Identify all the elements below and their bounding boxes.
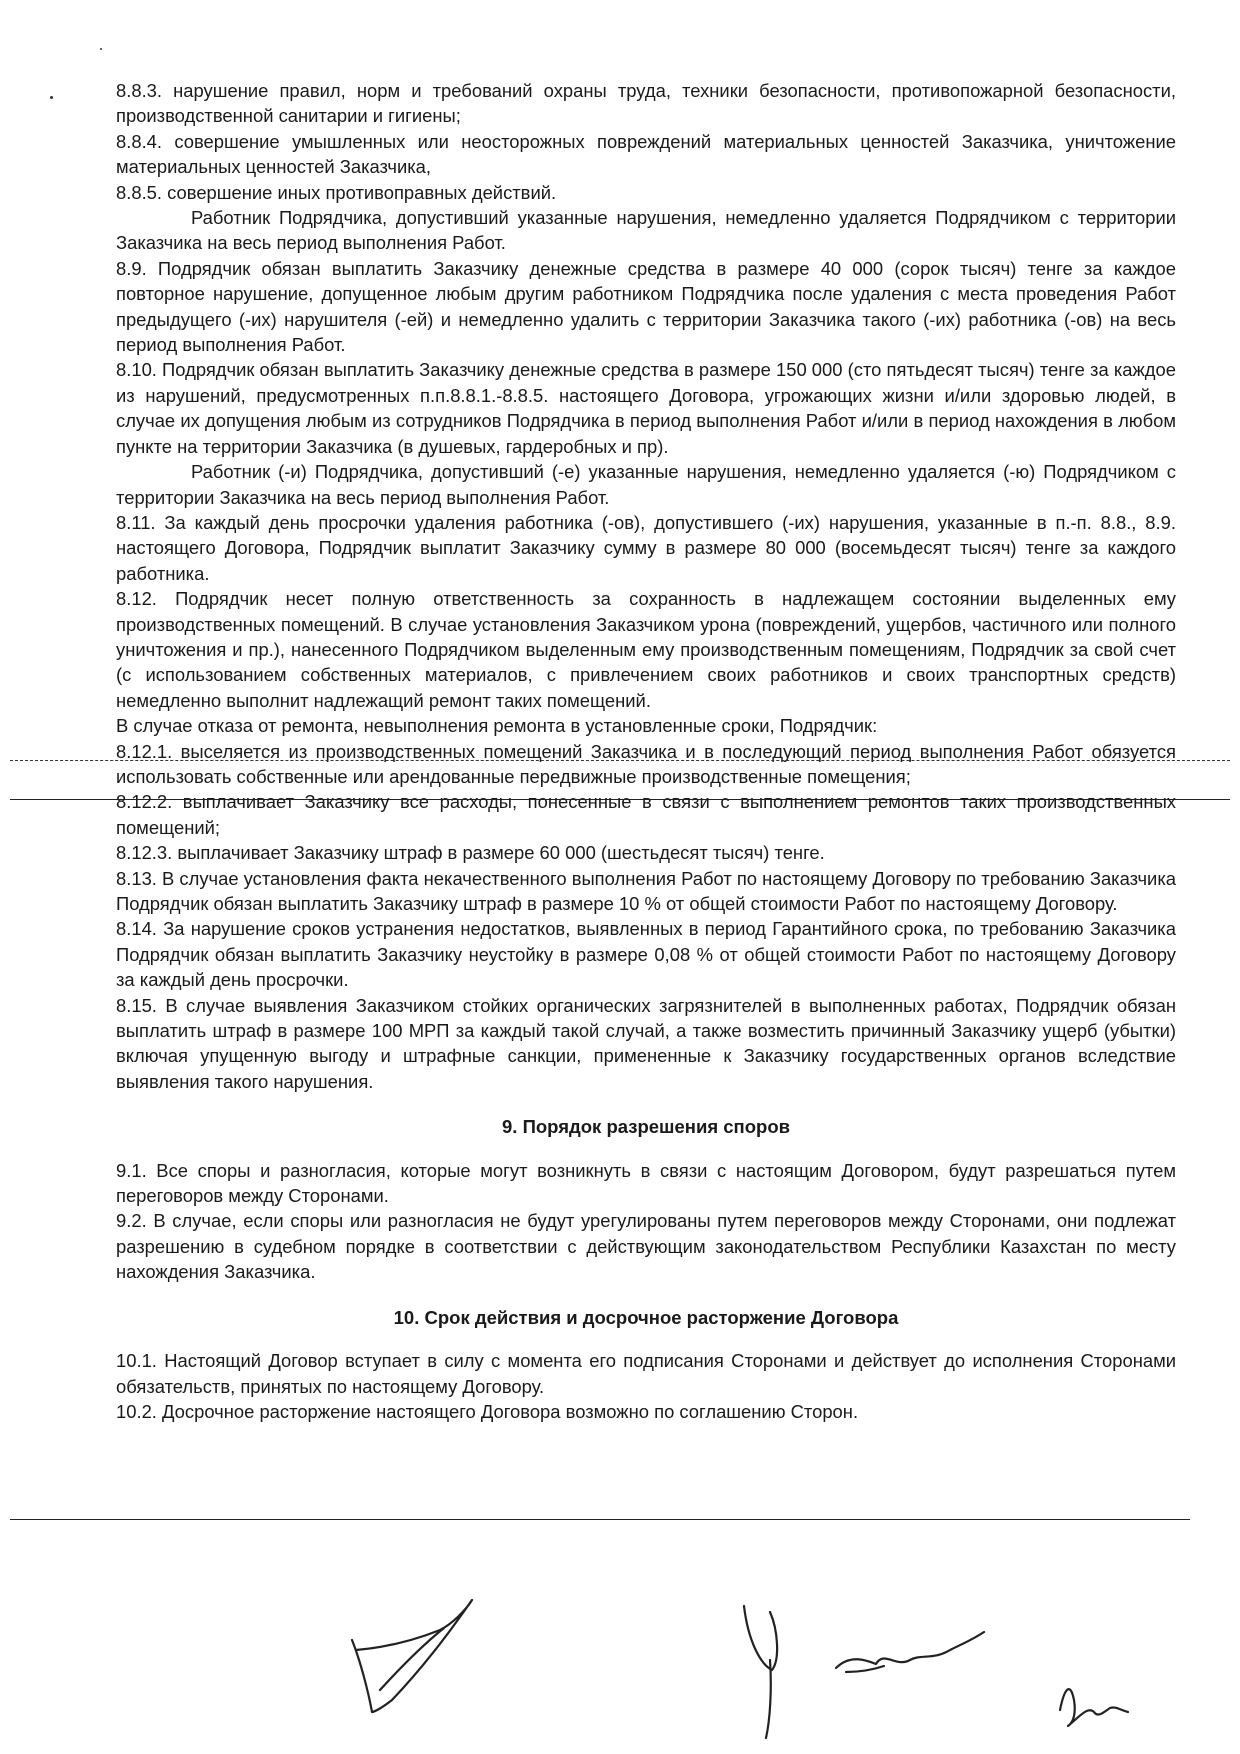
- clause-8-12-1: 8.12.1. выселяется из производственных помещений Заказчика и в последующий период выполнения Работ обязуется использовать собственные или арендованные передвижные производственные помещения;: [116, 740, 1176, 787]
- scan-join-line-lower: [10, 799, 1230, 800]
- clause-8-9: 8.9. Подрядчик обязан выплатить Заказчику денежные средства в размере 40 000 (сорок тысяч) тенге за каждое повторное нарушение, допущенное любым другим работником Подрядчика после удаления с места проведения Работ предыдущего (-их) нарушителя (-ей) и немедленно удалить с территории Заказчика такого (-их) работника (-ов) на весь период выполнения Работ.: [116, 257, 1176, 356]
- scan-join-line-upper: [10, 760, 1230, 761]
- clause-repair-refusal: В случае отказа от ремонта, невыполнения ремонта в установленные сроки, Подрядчик:: [116, 715, 878, 737]
- signature-contractor-1: [744, 1606, 777, 1738]
- signature-contractor-2: [836, 1632, 984, 1672]
- scan-join-line-bottom: [10, 1519, 1190, 1520]
- clause-8-14: 8.14. За нарушение сроков устранения недостатков, выявленных в период Гарантийного срока, по требованию Заказчика Подрядчик обязан выплатить Заказчику неустойку в размере 0,08 % от общей стоимости Работ по настоящему Договору за каждый день просрочки.: [116, 918, 1176, 991]
- clause-8-12-3: 8.12.3. выплачивает Заказчику штраф в размере 60 000 (шестьдесят тысяч) тенге.: [116, 842, 825, 864]
- clause-8-15: 8.15. В случае выявления Заказчиком стойких органических загрязнителей в выполненных работах, Подрядчик обязан выплатить штраф в размере 100 МРП за каждый такой случай, а также возместить причинный Заказчику ущерб (убытки) включая упущенную выгоду и штрафные санкции, примененные к Заказчику государственных органов вследствие выявления такого нарушения.: [116, 994, 1176, 1092]
- clause-8-8-4: 8.8.4. совершение умышленных или неосторожных повреждений материальных ценностей Заказчика, уничтожение материальных ценностей Заказчика,: [116, 130, 1176, 178]
- clause-8-8-3: 8.8.3. нарушение правил, норм и требований охраны труда, техники безопасности, противопожарной безопасности, производственной санитарии и гигиены;: [116, 80, 1176, 127]
- signature-initials: [1060, 1689, 1128, 1726]
- scan-speck: [100, 48, 102, 50]
- scan-speck: [50, 96, 53, 99]
- clause-9-2: 9.2. В случае, если споры или разногласия не будут урегулированы путем переговоров между Сторонами, они подлежат разрешению в судебном порядке в соответствии с действующим законодательством Республики Казахстан по месту нахождения Заказчика.: [116, 1210, 1176, 1283]
- clause-8-13: 8.13. В случае установления факта некачественного выполнения Работ по настоящему Договору по требованию Заказчика Подрядчик обязан выплатить Заказчику штраф в размере 10 % от общей стоимости Работ по настоящему Договору.: [116, 867, 1176, 914]
- clause-8-12-2: 8.12.2. выплачивает Заказчику все расходы, понесенные в связи с выполнением ремонтов таких производственных помещений;: [116, 791, 1176, 838]
- clause-8-12: 8.12. Подрядчик несет полную ответственность за сохранность в надлежащем состоянии выделенных ему производственных помещений. В случае установления Заказчиком урона (повреждений, ущербов, частичного или полного уничтожения и пр.), нанесенного Подрядчиком выделенным ему производственным помещениям, Подрядчик за свой счет (с использованием собственных материалов, с привлечением своих работников и своих транспортных средств) немедленно выполнит надлежащий ремонт таких помещений.: [116, 588, 1176, 711]
- clause-8-10: 8.10. Подрядчик обязан выплатить Заказчику денежные средства в размере 150 000 (сто пятьдесят тысяч) тенге за каждое из нарушений, предусмотренных п.п.8.8.1.-8.8.5. настоящего Договора, угрожающих жизни и/или здоровью людей, в случае их допущения любым из сотрудников Подрядчика в период выполнения Работ и/или в период нахождения в любом пункте на территории Заказчика (в душевых, гардеробных и пр).: [116, 359, 1176, 457]
- signature-customer: [352, 1600, 472, 1712]
- clause-9-1: 9.1. Все споры и разногласия, которые могут возникнуть в связи с настоящим Договором, будут разрешаться путем переговоров между Сторонами.: [116, 1159, 1176, 1207]
- clause-8-8-5: 8.8.5. совершение иных противоправных действий.: [116, 181, 557, 203]
- clause-worker-removal-1: Работник Подрядчика, допустивший указанные нарушения, немедленно удаляется Подрядчиком с территории Заказчика на весь период выполнения Работ.: [116, 207, 1176, 254]
- section-10-heading: 10. Срок действия и досрочное расторжение Договора: [393, 1306, 899, 1328]
- clause-8-11: 8.11. За каждый день просрочки удаления работника (-ов), допустившего (-их) нарушения, указанные в п.-п. 8.8., 8.9. настоящего Договора, Подрядчик выплатит Заказчику сумму в размере 80 000 (восемьдесят тысяч) тенге за каждого работника.: [116, 511, 1176, 584]
- section-9-heading: 9. Порядок разрешения споров: [502, 1116, 790, 1138]
- clause-10-1: 10.1. Настоящий Договор вступает в силу с момента его подписания Сторонами и действует до исполнения Сторонами обязательств, принятых по настоящему Договору.: [116, 1350, 1176, 1397]
- clause-worker-removal-2: Работник (-и) Подрядчика, допустивший (-е) указанные нарушения, немедленно удаляется (-ю) Подрядчиком с территории Заказчика на весь период выполнения Работ.: [116, 461, 1176, 508]
- document-body: [116, 78, 1176, 1424]
- clause-10-2: 10.2. Досрочное расторжение настоящего Договора возможно по соглашению Сторон.: [116, 1400, 859, 1422]
